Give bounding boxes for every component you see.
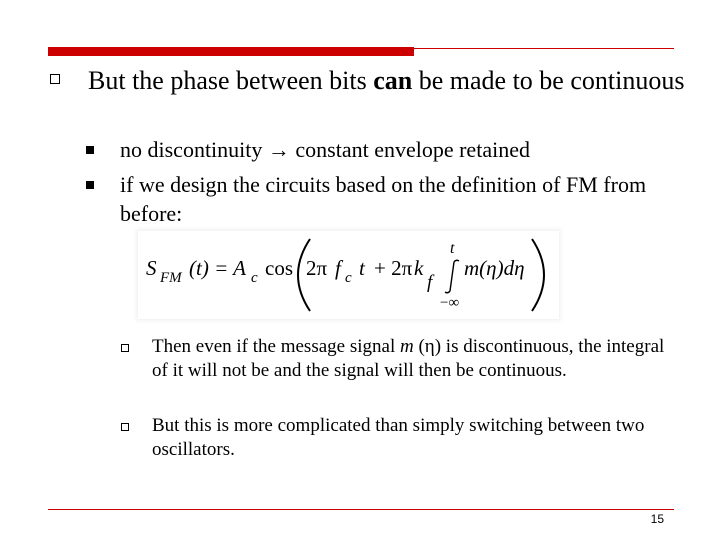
level2-bullet-icon <box>86 181 94 189</box>
sub-sub-bullet-2: But this is more complicated than simply switching between two oscillators. <box>152 415 645 460</box>
sub-sub-bullet-1-post: (η) is discontinuous, the integral of it will not be and the signal will then be continuous. <box>152 336 665 381</box>
eq-s-sub: FM <box>160 270 182 286</box>
level2-bullet-icon <box>86 146 94 154</box>
heading-post: be made to be continuous <box>412 66 685 95</box>
sub-bullet-1: no discontinuity → constant envelope retained <box>120 137 530 162</box>
eq-t-arg: (t) = A <box>189 256 246 280</box>
heading-text <box>88 66 688 96</box>
eq-k: k <box>414 256 424 280</box>
eq-s: S <box>146 256 157 280</box>
eq-plus-2pi: + 2π <box>374 256 413 280</box>
eq-f: f <box>335 256 341 280</box>
eq-cos: cos <box>265 256 293 280</box>
right-paren <box>532 239 544 311</box>
eq-t: t <box>359 256 365 280</box>
fm-equation <box>138 231 559 319</box>
level3-bullet-icon <box>121 344 129 352</box>
sub-sub-bullet-1-pre: Then even if the message signal <box>152 336 400 357</box>
level3-bullet-icon <box>121 423 129 431</box>
eq-two-pi: 2π <box>306 256 328 280</box>
sub-bullet-2: if we design the circuits based on the definition of FM from before: <box>120 172 647 226</box>
integral-upper-limit: t <box>450 240 455 257</box>
integral-sign <box>445 260 459 293</box>
level1-bullet-icon <box>50 74 60 84</box>
sub-sub-bullet-1 <box>152 335 672 383</box>
bottom-divider <box>48 509 674 510</box>
eq-integrand: m(η)dη <box>464 256 525 280</box>
heading-emphasis: can <box>373 66 413 95</box>
integral-lower-limit: −∞ <box>440 295 460 311</box>
message-variable: m <box>399 336 414 357</box>
eq-f-c-sub: c <box>345 270 352 286</box>
eq-k-f-sub: f <box>427 272 433 293</box>
eq-c-sub: c <box>251 270 258 286</box>
page-number: 15 <box>650 512 664 526</box>
top-divider <box>48 48 674 49</box>
heading-pre: But the phase between bits <box>88 66 374 95</box>
